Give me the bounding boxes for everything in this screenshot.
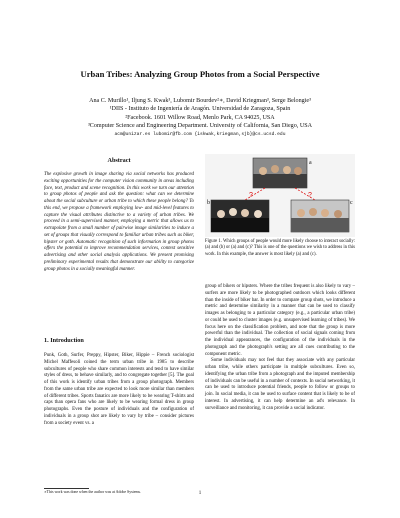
paper-title: Urban Tribes: Analyzing Group Photos from a Social Perspective: [80, 69, 320, 79]
author-block: [20, 97, 380, 139]
label-c: c: [350, 200, 353, 206]
author-names: Ana C. Murillo¹, Iljung S. Kwak³, Lubomir Bourdev²∗, David Kriegman³, Serge Belongie³: [89, 98, 311, 104]
label-a: a: [309, 160, 312, 166]
page-number: 1: [198, 491, 202, 496]
footnote-rule: [44, 488, 89, 489]
question-mark-ab: ?: [249, 192, 253, 199]
affiliation-2: ²Facebook. 1601 Willow Road, Menlo Park, CA 94025, USA: [125, 114, 275, 121]
abstract-text: The explosive growth in image sharing via social networks has produced exciting opportunities for the computer vision community in areas including face, text, product and scene recognition. In this work we turn our attention to group photos of people and ask the question: what can we determine about the social subculture or urban tribe to which these people belong? To this end, we propose a framework employing low- and mid-level features to capture the visual attributes distinctive to a variety of urban tribes. We proceed in a semi-supervised manner, employing a metric that allows us to extrapolate from a small number of pairwise image similarities to induce a set of groups that visually correspond to familiar urban tribes such as biker, hipster or goth. Automatic recognition of such information in group photos offers the potential to improve recommendation services, context sensitive advertising and other social analysis applications. We present promising preliminary experimental results that demonstrate our ability to categorize group photos in a socially meaningful manner.: [44, 172, 194, 272]
abstract-heading: Abstract: [107, 157, 131, 164]
intro-text: Punk, Goth, Surfer, Preppy, Hipster, Biker, Hippie – French sociologist Michel Maffesoli coined the term urban tribe in 1985 to describe subcultures of people who share common interests and tend to have similar styles of dress, to behave similarly, and to congregate together [5]. The goal of this work is identify urban tribes from a group photograph. Members from the same urban tribe are expected to look more similar than members of different tribes. Sports fanatics are more likely to be wearing T-shirts and caps than opera fans who are likely to be wearing formal dress in group photographs. Even the posture of individuals and the configuration of individuals in a group shot are likely to vary by tribe – consider pictures from a society event vs. a: [44, 353, 194, 426]
figure-caption: Figure 1. Which groups of people would more likely choose to interact socially: (a) and (b) or (a) and (c)? This is one of the questions we wish to address in this work. In this example, the answer is most likely (a) and (c).: [205, 239, 356, 257]
affiliation-3: ³Computer Science and Engineering Department. University of California, San Diego, USA: [87, 123, 313, 130]
label-b: b: [207, 200, 210, 206]
paragraph-2: Some individuals may not feel that they associate with any particular urban tribe, while others participate in multiple subcultures. Even so, identifying the urban tribe from a photograph and the imputed membership of individuals can be useful in a number of contexts. In social networking, it can be used to introduce potential friends, people to follow or groups to join. In social media, it can be used to surface content that is likely to be of interest. In advertising, it can help determine an ad's relevance. In surveillance and monitoring, it can provide a social indicator.: [205, 358, 355, 411]
intro-heading: 1. Introduction: [44, 337, 84, 344]
paragraph-1: group of bikers or hipsters. Where the tribes frequent is also likely to vary – surfers are more likely to be photographed outdoors which looks different than the inside of biker bar. In order to compare group shots, we introduce a metric and determine similarity in a manner that can be used to classify images as belonging to a particular category (e.g., a particular urban tribe) or could be used to cluster images (e.g. unsupervised learning of tribes). We focus here on the classification problem, and note that the group is more powerful than the individual. The collection of social signals coming from the individual appearances, the configuration of the individuals in the photograph and the photograph's setting are all cues contributing to the component metric.: [205, 284, 355, 357]
question-mark-ac: ?: [308, 192, 312, 199]
footnote: ∗This work was done when the author was at Adobe Systems.: [44, 490, 141, 494]
right-column-body: [205, 284, 355, 412]
group-photo-a: [253, 158, 307, 188]
figure-1: [205, 154, 355, 237]
group-photo-b: [211, 200, 269, 232]
affiliation-1: ¹DIIS - Instituto de Ingeniería de Aragón. Universidad de Zaragoza, Spain: [109, 106, 291, 113]
author-emails: acm@unizar.es lubomir@fb.com {iskwak,kriegman,sjb}@cs.ucsd.edu: [114, 131, 286, 137]
group-photo-c: [291, 200, 349, 232]
